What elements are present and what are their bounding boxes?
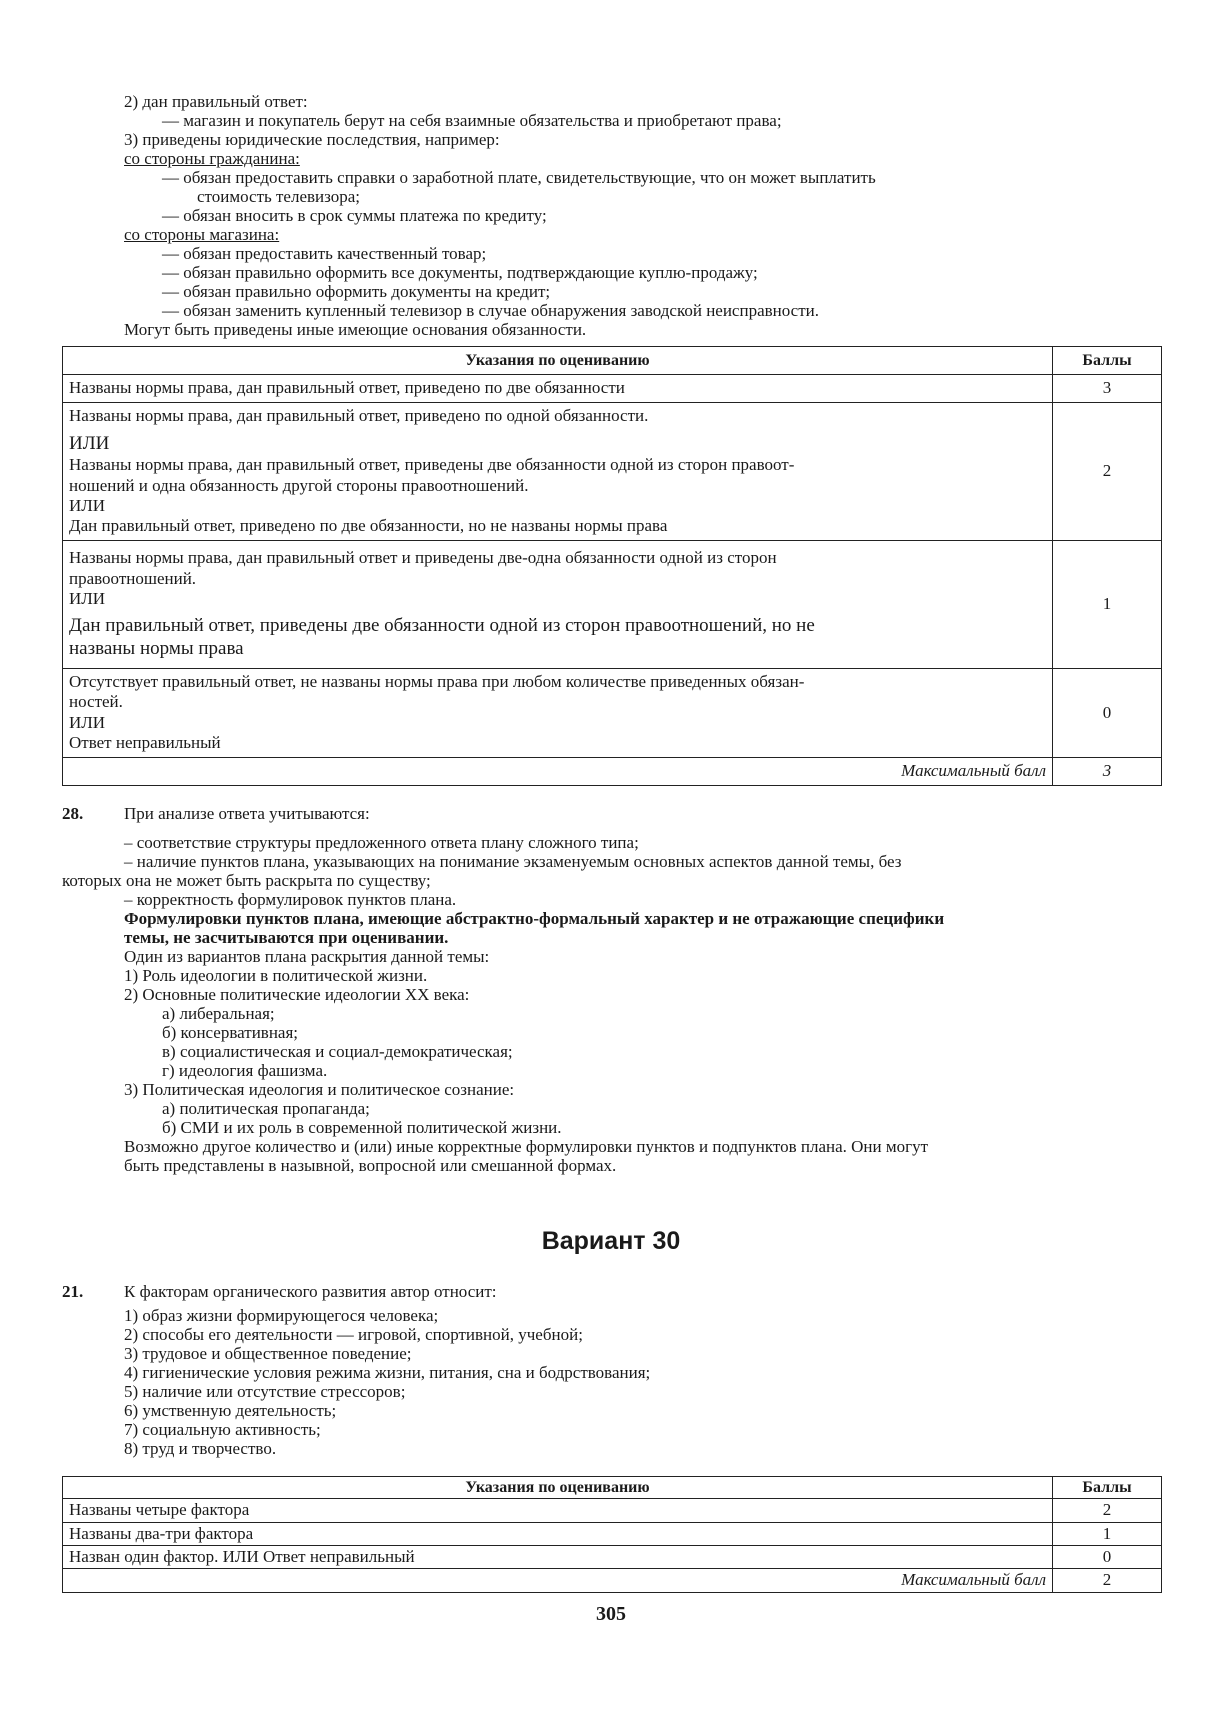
max-score-value: 2 <box>1053 1569 1162 1592</box>
citizen-duty-2: — обязан вносить в срок суммы платежа по кредиту; <box>162 206 547 225</box>
criteria-text: Дан правильный ответ, приведено по две обязанности, но не названы нормы права <box>69 516 668 536</box>
store-duty-2: — обязан правильно оформить все документы, подтверждающие куплю-продажу; <box>162 263 758 282</box>
factor-item: 2) способы его деятельности — игровой, спортивной, учебной; <box>124 1325 583 1344</box>
store-duty-4: — обязан заменить купленный телевизор в случае обнаружения заводской неисправности. <box>162 301 819 320</box>
table-row <box>63 375 1162 403</box>
store-duty-3: — обязан правильно оформить документы на кредит; <box>162 282 551 301</box>
factor-item: 6) умственную деятельность; <box>124 1401 337 1420</box>
factor-item: 3) трудовое и общественное поведение; <box>124 1344 412 1363</box>
score-cell: 1 <box>1053 541 1162 669</box>
table-header-score: Баллы <box>1053 1477 1162 1499</box>
criteria-text: Отсутствует правильный ответ, не названы нормы права при любом количестве приведенных обязан- <box>69 672 805 691</box>
table-row <box>63 669 1162 758</box>
factor-item: 7) социальную активность; <box>124 1420 321 1439</box>
other-duties-note: Могут быть приведены иные имеющие основания обязанности. <box>124 320 587 339</box>
q28-variant-intro: Один из вариантов плана раскрытия данной темы: <box>124 947 490 966</box>
plan-subitem: в) социалистическая и социал-демократическая; <box>162 1042 513 1061</box>
plan-subitem: а) политическая пропаганда; <box>162 1099 370 1118</box>
plan-subitem: б) консервативная; <box>162 1023 298 1042</box>
criteria-text: ношений и одна обязанность другой стороны правоотношений. <box>69 475 529 495</box>
criteria-cell <box>63 669 1053 758</box>
table-row <box>63 403 1162 541</box>
criteria-cell: Названы два-три фактора <box>63 1522 1053 1545</box>
score-cell: 1 <box>1053 1522 1162 1545</box>
q28-closing: Возможно другое количество и (или) иные корректные формулировки пунктов и подпунктов плана. Они могут <box>124 1137 929 1156</box>
max-score-label: Максимальный балл <box>63 757 1053 785</box>
grading-table-21 <box>62 1476 1162 1593</box>
variant-heading: Вариант 30 <box>541 1227 681 1255</box>
table-row-max <box>63 757 1162 785</box>
table-row <box>63 1499 1162 1522</box>
table-header-score: Баллы <box>1053 347 1162 375</box>
or-text: ИЛИ <box>69 712 106 732</box>
plan-item: 3) Политическая идеология и политическое сознание: <box>124 1080 515 1099</box>
max-score-label: Максимальный балл <box>63 1569 1053 1592</box>
or-text: ИЛИ <box>69 496 106 516</box>
factor-item: 5) наличие или отсутствие стрессоров; <box>124 1382 406 1401</box>
table-row <box>63 1545 1162 1568</box>
table-row <box>63 1522 1162 1545</box>
criteria-text: Дан правильный ответ, приведены две обязанности одной из сторон правоотношений, но не <box>69 615 815 637</box>
or-text: ИЛИ <box>69 432 110 454</box>
criteria-cell <box>63 541 1053 669</box>
plan-item: 2) Основные политические идеологии XX века: <box>124 985 470 1004</box>
criteria-text: ностей. <box>69 692 123 712</box>
factor-item: 4) гигиенические условия режима жизни, питания, сна и бодрствования; <box>124 1363 651 1382</box>
score-cell: 0 <box>1053 1545 1162 1568</box>
q28-criterion-2: – наличие пунктов плана, указывающих на понимание экзаменуемым основных аспектов данной темы, без <box>124 852 902 871</box>
score-cell: 3 <box>1053 375 1162 403</box>
criteria-text: Названы нормы права, дан правильный ответ, приведено по две обязанности <box>69 378 625 398</box>
factor-item: 8) труд и творчество. <box>124 1439 277 1458</box>
plan-subitem: г) идеология фашизма. <box>162 1061 328 1080</box>
q28-criterion-2-cont: которых она не может быть раскрыта по существу; <box>62 871 431 890</box>
store-label: со стороны магазина: <box>124 225 280 244</box>
table-header-criteria: Указания по оцениванию <box>63 1477 1053 1499</box>
table-row <box>63 541 1162 669</box>
q21-intro: К факторам органического развития автор относит: <box>124 1282 497 1301</box>
criteria-text: Названы нормы права, дан правильный ответ, приведено по одной обязанности. <box>69 406 649 426</box>
plan-subitem: а) либеральная; <box>162 1004 275 1023</box>
table-row-max <box>63 1569 1162 1592</box>
answer-item-2-detail: — магазин и покупатель берут на себя взаимные обязательства и приобретают права; <box>162 111 782 130</box>
q28-intro: При анализе ответа учитываются: <box>124 804 370 823</box>
criteria-cell <box>63 375 1053 403</box>
or-text: ИЛИ <box>69 588 106 608</box>
citizen-duty-1: — обязан предоставить справки о заработной плате, свидетельствующие, что он может выплатить <box>162 168 876 187</box>
criteria-cell: Назван один фактор. ИЛИ Ответ неправильный <box>63 1545 1053 1568</box>
score-cell: 2 <box>1053 403 1162 541</box>
criteria-text: Названы нормы права, дан правильный ответ и приведены две-одна обязанности одной из сторон <box>69 548 777 568</box>
citizen-duty-1-cont: стоимость телевизора; <box>197 187 361 206</box>
answer-item-2: 2) дан правильный ответ: <box>124 92 308 111</box>
plan-item: 1) Роль идеологии в политической жизни. <box>124 966 428 985</box>
criteria-cell <box>63 403 1053 541</box>
criteria-text: правоотношений. <box>69 568 197 588</box>
q28-criterion-1: – соответствие структуры предложенного ответа плану сложного типа; <box>124 833 639 852</box>
q28-closing-cont: быть представлены в назывной, вопросной или смешанной формах. <box>124 1156 617 1175</box>
citizen-label: со стороны гражданина: <box>124 149 300 168</box>
q28-bold-note-cont: темы, не засчитываются при оценивании. <box>124 928 449 947</box>
q28-criterion-3: – корректность формулировок пунктов плана. <box>124 890 457 909</box>
criteria-text: Ответ неправильный <box>69 733 221 753</box>
criteria-text: Названы нормы права, дан правильный ответ, приведены две обязанности одной из сторон правоот- <box>69 455 795 475</box>
answer-item-3: 3) приведены юридические последствия, например: <box>124 130 500 149</box>
criteria-cell: Названы четыре фактора <box>63 1499 1053 1522</box>
score-cell: 0 <box>1053 669 1162 758</box>
store-duty-1: — обязан предоставить качественный товар; <box>162 244 487 263</box>
table-header-criteria: Указания по оцениванию <box>63 347 1053 375</box>
criteria-text: названы нормы права <box>69 638 244 660</box>
plan-subitem: б) СМИ и их роль в современной политической жизни. <box>162 1118 562 1137</box>
score-cell: 2 <box>1053 1499 1162 1522</box>
grading-table-27 <box>62 346 1162 786</box>
q28-bold-note: Формулировки пунктов плана, имеющие абстрактно-формальный характер и не отражающие специфики <box>124 909 945 928</box>
factor-item: 1) образ жизни формирующегося человека; <box>124 1306 439 1325</box>
question-number-28: 28. <box>62 804 84 823</box>
page-number: 305 <box>596 1603 626 1625</box>
question-number-21: 21. <box>62 1282 84 1301</box>
max-score-value: 3 <box>1053 757 1162 785</box>
